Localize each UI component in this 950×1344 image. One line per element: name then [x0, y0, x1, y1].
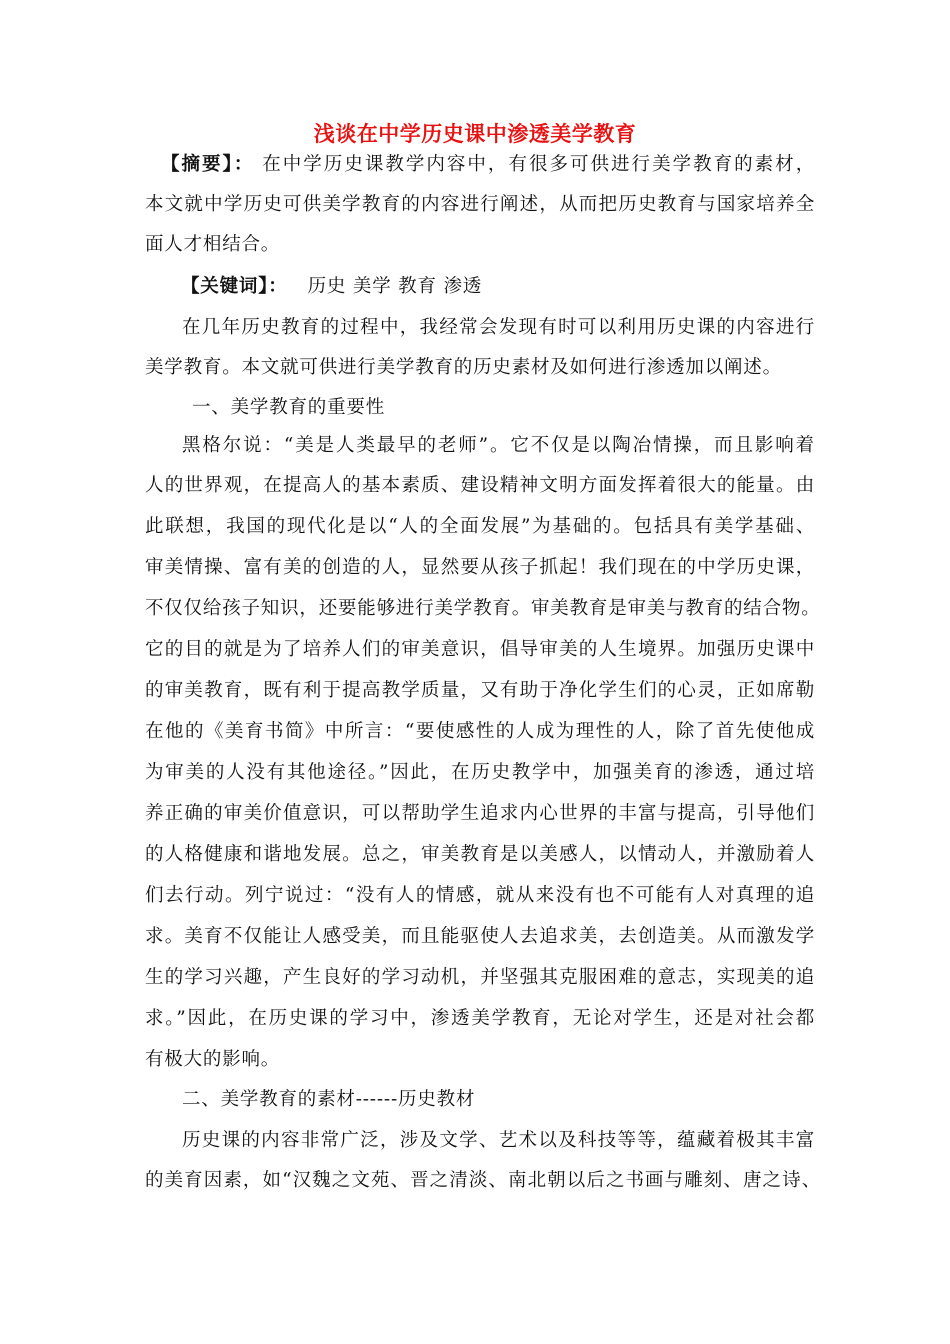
section1-line-13: 求。美育不仅能让人感受美，而且能驱使人去追求美，去创造美。从而激发学 — [145, 926, 815, 947]
abstract-text-1: 在中学历史课教学内容中，有很多可供进行美学教育的素材， — [262, 154, 815, 175]
section1-line-5: 不仅仅给孩子知识，还要能够进行美学教育。审美教育是审美与教育的结合物。 — [145, 598, 821, 619]
keywords-line — [145, 272, 815, 298]
section2-heading: 二、美学教育的素材------历史教材 — [182, 1089, 476, 1110]
section2-line-1: 历史课的内容非常广泛，涉及文学、艺术以及科技等等，蕴藏着极其丰富 — [182, 1130, 815, 1151]
section1-line-12: 们去行动。列宁说过：“没有人的情感，就从来没有也不可能有人对真理的追 — [145, 885, 815, 906]
document-title: 浅谈在中学历史课中渗透美学教育 — [313, 121, 637, 146]
section1-line-11: 的人格健康和谐地发展。总之，审美教育是以美感人，以情动人，并激励着人 — [145, 844, 815, 865]
keywords-label: 【关键词】： — [181, 276, 288, 297]
abstract-line-1 — [145, 150, 815, 176]
section1-line-3: 此联想，我国的现代化是以“人的全面发展”为基础的。包括具有美学基础、 — [145, 516, 815, 537]
section1-line-8: 在他的《美育书简》中所言：“要使感性的人成为理性的人，除了首先使他成 — [145, 721, 815, 742]
section2-line-2: 的美育因素，如“汉魏之文苑、晋之清淡、南北朝以后之书画与雕刻、唐之诗、 — [145, 1170, 821, 1191]
section1-line-16: 有极大的影响。 — [145, 1049, 281, 1070]
section1-line-4: 审美情操、富有美的创造的人，显然要从孩子抓起！我们现在的中学历史课， — [145, 557, 815, 578]
intro-line-2: 美学教育。本文就可供进行美学教育的历史素材及如何进行渗透加以阐述。 — [145, 357, 782, 378]
section1-line-14: 生的学习兴趣，产生良好的学习动机，并坚强其克服困难的意志，实现美的追 — [145, 967, 815, 988]
section1-line-7: 的审美教育，既有利于提高教学质量，又有助于净化学生们的心灵，正如席勒 — [145, 680, 815, 701]
section1-line-6: 它的目的就是为了培养人们的审美意识，倡导审美的人生境界。加强历史课中 — [145, 639, 815, 660]
section1-line-1: 黑格尔说：“美是人类最早的老师”。它不仅是以陶冶情操，而且影响着 — [182, 435, 815, 456]
keywords-text: 历史 美学 教育 渗透 — [307, 276, 483, 297]
abstract-line-3: 面人才相结合。 — [145, 234, 281, 255]
section1-line-2: 人的世界观，在提高人的基本素质、建设精神文明方面发挥着很大的能量。由 — [145, 475, 815, 496]
section1-line-9: 为审美的人没有其他途径。”因此，在历史教学中，加强美育的渗透，通过培 — [145, 762, 815, 783]
intro-line-1: 在几年历史教育的过程中，我经常会发现有时可以利用历史课的内容进行 — [182, 317, 815, 338]
section1-line-10: 养正确的审美价值意识，可以帮助学生追求内心世界的丰富与提高，引导他们 — [145, 803, 815, 824]
abstract-label: 【摘要】： — [161, 154, 255, 175]
abstract-line-2: 本文就中学历史可供美学教育的内容进行阐述，从而把历史教育与国家培养全 — [145, 194, 815, 215]
section1-heading: 一、美学教育的重要性 — [192, 397, 386, 418]
section1-line-15: 求。”因此，在历史课的学习中，渗透美学教育，无论对学生，还是对社会都 — [145, 1008, 815, 1029]
